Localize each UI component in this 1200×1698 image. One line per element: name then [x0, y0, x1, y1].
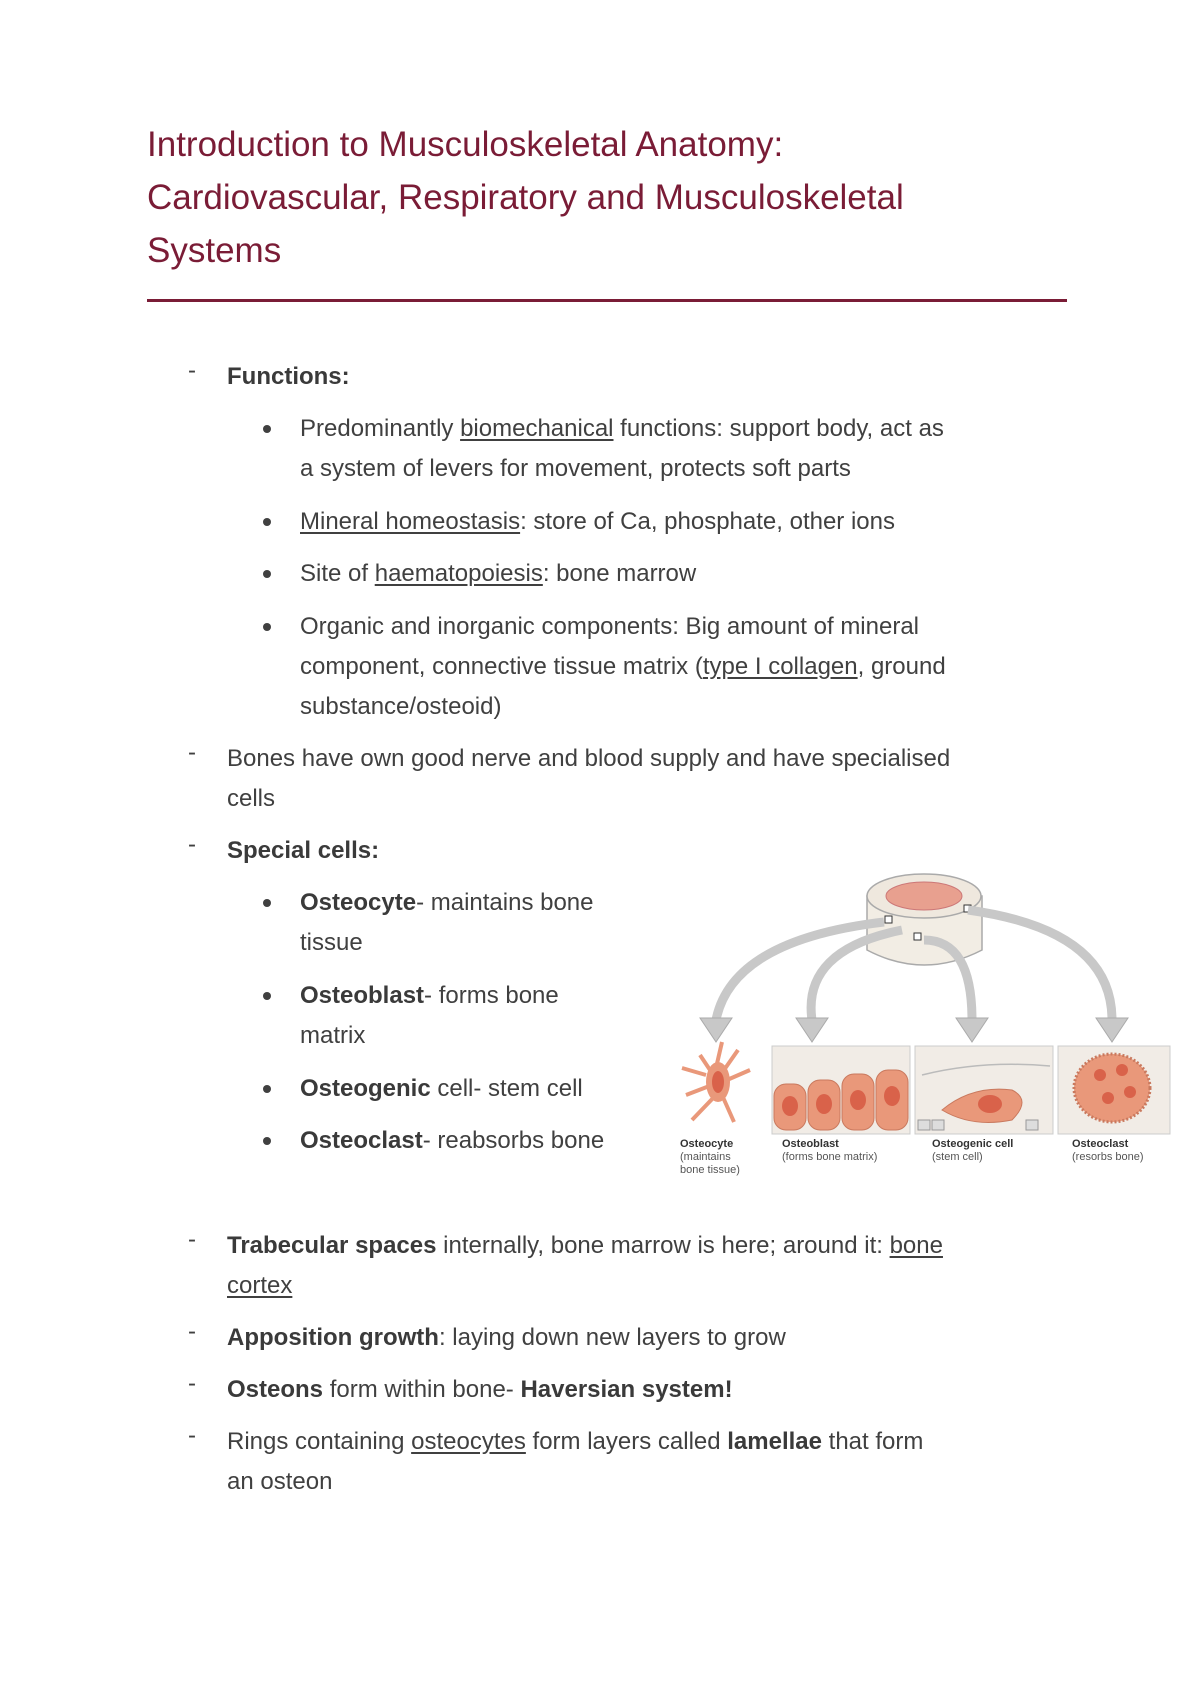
special-cell-osteoclast: Osteoclast- reabsorbs bone — [300, 1127, 605, 1154]
title-line-2: Cardiovascular, Respiratory and Musculoskeletal — [147, 178, 904, 217]
type-i-collagen-link[interactable]: type I collagen — [702, 653, 858, 680]
function-item-haematopoiesis: Site of haematopoiesis: bone marrow — [300, 560, 697, 587]
biomechanical-link[interactable]: biomechanical — [460, 415, 614, 442]
arrowheads — [700, 1018, 1128, 1042]
haematopoiesis-link[interactable]: haematopoiesis — [374, 560, 543, 587]
function-item-biomechanical: Predominantly biomechanical functions: support body, act as — [300, 415, 944, 442]
caption-osteoclast-desc: (resorbs bone) — [1072, 1151, 1144, 1163]
dash-bullet: - — [188, 1318, 196, 1345]
caption-osteoblast: Osteoblast — [782, 1138, 839, 1150]
dash-bullet: - — [188, 831, 196, 858]
special-cell-osteogenic: Osteogenic cell- stem cell — [300, 1075, 583, 1102]
dash-bullet: - — [188, 1226, 196, 1253]
special-cells-heading: Special cells: — [227, 837, 380, 864]
arrow-to-osteoclast — [968, 910, 1112, 1020]
function-item-mineral: Mineral homeostasis: store of Ca, phosphate, other ions — [300, 508, 895, 535]
caption-osteocyte-desc: (maintains — [680, 1151, 731, 1163]
title-divider — [147, 299, 1067, 302]
dash-bullet: - — [188, 739, 196, 766]
special-cell-osteoblast-line2: matrix — [300, 1022, 366, 1049]
caption-osteocyte: Osteocyte — [680, 1138, 734, 1150]
bullet-dot — [263, 1137, 271, 1145]
bones-supply-line1: Bones have own good nerve and blood supply and have specialised — [227, 745, 951, 772]
bullet-dot — [263, 899, 271, 907]
osteogenic-cell-illustration — [915, 1046, 1053, 1134]
bullet-dot — [263, 992, 271, 1000]
page-title — [147, 118, 1067, 277]
function-item-biomechanical-line2: a system of levers for movement, protects soft parts — [300, 455, 851, 482]
bullet-dot — [263, 425, 271, 433]
special-cell-osteoblast: Osteoblast- forms bone — [300, 982, 559, 1009]
caption-osteogenic-desc: (stem cell) — [932, 1151, 983, 1163]
special-cell-osteocyte-line2: tissue — [300, 929, 363, 956]
bone-cylinder-illustration — [867, 874, 982, 965]
arrowhead-icon — [1096, 1018, 1128, 1042]
trabecular-line1: Trabecular spaces internally, bone marrow is here; around it: bone — [227, 1232, 943, 1259]
osteoclast-cell-illustration — [1058, 1046, 1170, 1134]
bullet-dot — [263, 570, 271, 578]
caption-osteogenic: Osteogenic cell — [932, 1138, 1014, 1150]
osteocytes-link[interactable]: osteocytes — [411, 1428, 526, 1455]
dash-bullet: - — [188, 357, 196, 384]
special-cell-osteocyte: Osteocyte- maintains bone — [300, 889, 594, 916]
caption-osteoblast-desc: (forms bone matrix) — [782, 1151, 878, 1163]
osteoblast-cells-illustration — [772, 1046, 910, 1134]
rings-line2: an osteon — [227, 1468, 333, 1495]
dash-bullet: - — [188, 1370, 196, 1397]
osteons-line: Osteons form within bone- Haversian system! — [227, 1376, 733, 1403]
bone-cells-figure — [672, 870, 1177, 1230]
title-line-3: Systems — [147, 231, 282, 270]
caption-osteocyte-desc2: bone tissue) — [680, 1164, 740, 1176]
mineral-homeostasis-link[interactable]: Mineral homeostasis — [300, 508, 521, 535]
title-line-1: Introduction to Musculoskeletal Anatomy: — [147, 125, 784, 164]
function-item-components-line3: substance/osteoid) — [300, 693, 502, 720]
osteocyte-cell-illustration — [682, 1042, 750, 1122]
function-item-components: Organic and inorganic components: Big amount of mineral — [300, 613, 920, 640]
bullet-dot — [263, 518, 271, 526]
arrowhead-icon — [796, 1018, 828, 1042]
bullet-dot — [263, 623, 271, 631]
caption-osteoclast: Osteoclast — [1072, 1138, 1129, 1150]
bones-supply-line2: cells — [227, 785, 276, 812]
bullet-dot — [263, 1085, 271, 1093]
functions-heading: Functions: — [227, 363, 350, 390]
bone-cortex-link-line2[interactable]: cortex — [227, 1272, 293, 1299]
bone-cortex-link[interactable]: bone — [889, 1232, 943, 1259]
dash-bullet: - — [188, 1422, 196, 1449]
arrow-to-osteocyte — [716, 922, 884, 1020]
arrowhead-icon — [956, 1018, 988, 1042]
rings-line1: Rings containing osteocytes form layers called lamellae that form — [227, 1428, 924, 1455]
apposition-growth: Apposition growth: laying down new layers to grow — [227, 1324, 786, 1351]
arrowhead-icon — [700, 1018, 732, 1042]
function-item-components-line2: component, connective tissue matrix (type I collagen, ground — [300, 653, 946, 680]
